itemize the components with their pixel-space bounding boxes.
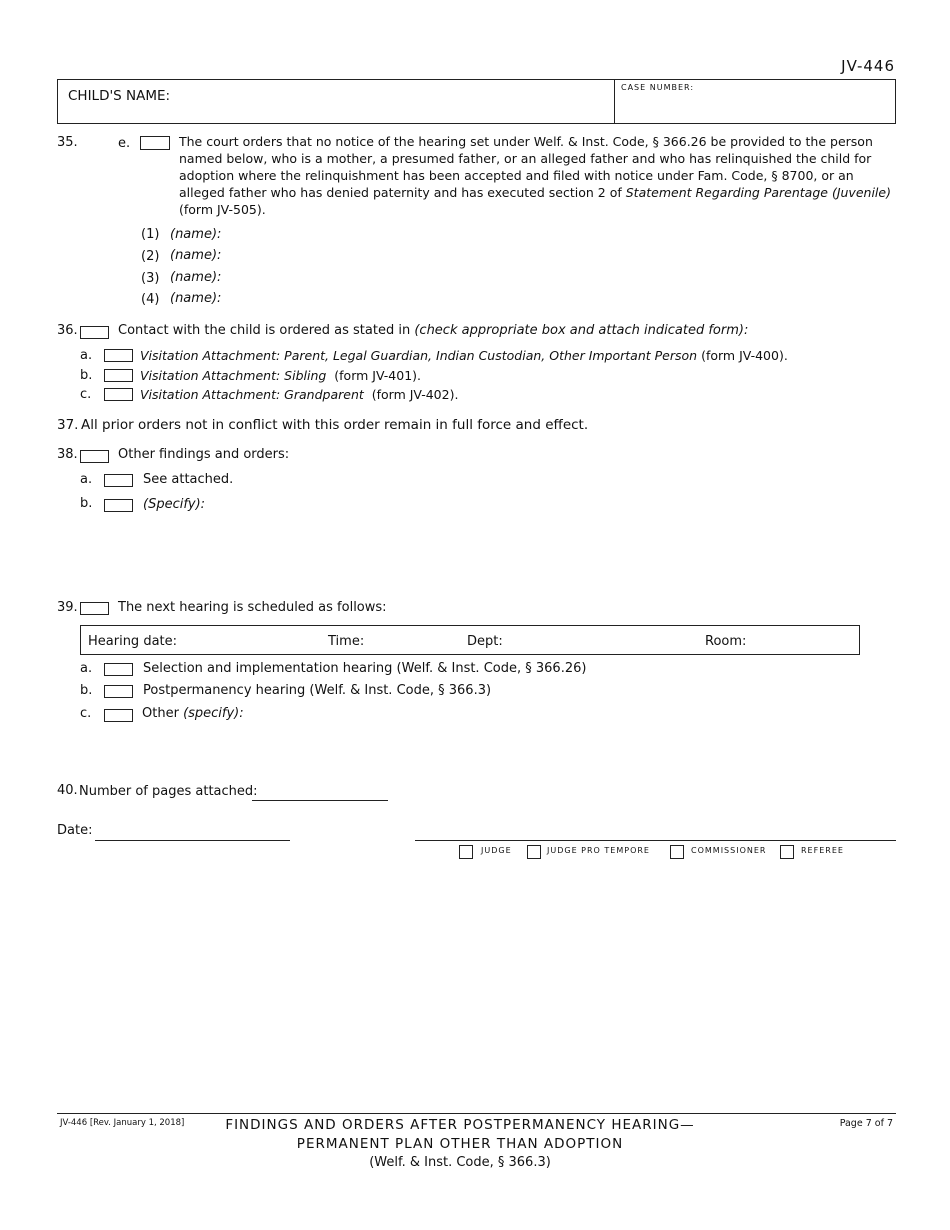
item37-number: 37. bbox=[57, 417, 79, 433]
referee-checkbox[interactable] bbox=[780, 845, 794, 859]
item39c-specify: (specify): bbox=[183, 706, 244, 721]
case-number-label: CASE NUMBER: bbox=[621, 83, 695, 92]
judge-checkbox[interactable] bbox=[459, 845, 473, 859]
item35e-checkbox[interactable] bbox=[140, 136, 170, 150]
item36c-title: Visitation Attachment: Grandparent bbox=[140, 387, 364, 402]
name-label-4: (name): bbox=[170, 291, 222, 306]
item40-text: Number of pages attached: bbox=[79, 784, 258, 799]
item38a-checkbox[interactable] bbox=[104, 474, 133, 487]
item39a-letter: a. bbox=[80, 661, 93, 676]
item39b-checkbox[interactable] bbox=[104, 685, 133, 698]
referee-label: REFEREE bbox=[801, 846, 844, 855]
item35-text-after: (form JV-505). bbox=[179, 202, 266, 217]
item35-form-title: Statement Regarding Parentage (Juvenile) bbox=[625, 185, 891, 200]
item36a-text bbox=[140, 348, 788, 363]
item36b-letter: b. bbox=[80, 368, 93, 383]
footer-citation: (Welf. & Inst. Code, § 366.3) bbox=[369, 1155, 551, 1170]
item38b-text: (Specify): bbox=[143, 497, 206, 512]
name-label-2: (name): bbox=[170, 248, 222, 263]
item39-number: 39. bbox=[57, 600, 78, 615]
item36b-checkbox[interactable] bbox=[104, 369, 133, 382]
item36a-letter: a. bbox=[80, 348, 93, 363]
item35-letter: e. bbox=[118, 136, 131, 151]
item36b-form: (form JV-401). bbox=[334, 368, 421, 383]
item35-number: 35. bbox=[57, 135, 78, 150]
item36a-title: Visitation Attachment: Parent, Legal Guardian, Indian Custodian, Other Important Person bbox=[140, 348, 698, 363]
item39a-text: Selection and implementation hearing (Welf. & Inst. Code, § 366.26) bbox=[143, 661, 587, 676]
item39c-text bbox=[142, 706, 244, 721]
item36-instruction: (check appropriate box and attach indicated form): bbox=[414, 323, 749, 338]
item39b-letter: b. bbox=[80, 683, 93, 698]
item39c-other: Other bbox=[142, 706, 179, 721]
item38a-letter: a. bbox=[80, 472, 93, 487]
item38-text: Other findings and orders: bbox=[118, 447, 290, 462]
footer-page: Page 7 of 7 bbox=[839, 1118, 893, 1129]
item36c-text bbox=[140, 387, 458, 402]
item40-number: 40. bbox=[57, 783, 78, 798]
footer-title-line1: FINDINGS AND ORDERS AFTER POSTPERMANENCY HEARING— bbox=[225, 1117, 695, 1133]
name-num-4: (4) bbox=[141, 292, 160, 307]
item39c-checkbox[interactable] bbox=[104, 709, 133, 722]
judge-label: JUDGE bbox=[481, 846, 512, 855]
item39c-letter: c. bbox=[80, 706, 92, 721]
item36c-letter: c. bbox=[80, 387, 92, 402]
item38-number: 38. bbox=[57, 447, 78, 462]
childs-name-label: CHILD'S NAME: bbox=[68, 88, 171, 104]
item35-text-before: The court orders that no notice of the hearing set under Welf. & Inst. Code, § 366.26 be provided to the person named below, who is a mother, a presumed father, or an alleged father and who has relinquished the child for adoption where the relinquishment has been accepted and filed with notice under Fam. Code, § 8700, or an alleged father who has denied paternity and has executed section 2 of bbox=[179, 134, 873, 200]
item39a-checkbox[interactable] bbox=[104, 663, 133, 676]
item36c-form: (form JV-402). bbox=[371, 387, 459, 402]
name-label-3: (name): bbox=[170, 270, 222, 285]
item38a-text: See attached. bbox=[143, 472, 234, 487]
date-line[interactable] bbox=[95, 840, 290, 841]
item36b-text bbox=[140, 368, 421, 383]
header-divider bbox=[614, 79, 615, 124]
item36a-checkbox[interactable] bbox=[104, 349, 133, 362]
item39-text: The next hearing is scheduled as follows: bbox=[118, 600, 387, 615]
hearing-date-label: Hearing date: bbox=[88, 634, 178, 649]
item38b-letter: b. bbox=[80, 496, 93, 511]
commissioner-label: COMMISSIONER bbox=[691, 846, 767, 855]
commissioner-checkbox[interactable] bbox=[670, 845, 684, 859]
item36a-form: (form JV-400). bbox=[701, 348, 788, 363]
signature-line[interactable] bbox=[415, 840, 896, 841]
item39b-text: Postpermanency hearing (Welf. & Inst. Code, § 366.3) bbox=[143, 683, 492, 698]
item36-lead: Contact with the child is ordered as stated in bbox=[118, 323, 411, 338]
item36b-title: Visitation Attachment: Sibling bbox=[140, 368, 327, 383]
item37-text: All prior orders not in conflict with this order remain in full force and effect. bbox=[81, 417, 589, 433]
item36-text bbox=[118, 323, 748, 338]
item36-checkbox[interactable] bbox=[80, 326, 109, 339]
judge-pro-tem-label: JUDGE PRO TEMPORE bbox=[547, 846, 650, 855]
item38b-checkbox[interactable] bbox=[104, 499, 133, 512]
room-label: Room: bbox=[705, 634, 747, 649]
form-id: JV-446 bbox=[841, 57, 895, 75]
item36-number: 36. bbox=[57, 323, 78, 338]
footer-title-line2: PERMANENT PLAN OTHER THAN ADOPTION bbox=[296, 1136, 624, 1152]
time-label: Time: bbox=[328, 634, 365, 649]
name-num-1: (1) bbox=[141, 227, 160, 242]
item38-checkbox[interactable] bbox=[80, 450, 109, 463]
header-box bbox=[57, 79, 896, 124]
footer-rule bbox=[57, 1113, 896, 1114]
date-label: Date: bbox=[57, 823, 93, 838]
footer-rev: JV-446 [Rev. January 1, 2018] bbox=[60, 1118, 185, 1128]
judge-pro-tem-checkbox[interactable] bbox=[527, 845, 541, 859]
item36c-checkbox[interactable] bbox=[104, 388, 133, 401]
pages-attached-line[interactable] bbox=[252, 800, 388, 801]
item39-checkbox[interactable] bbox=[80, 602, 109, 615]
name-num-3: (3) bbox=[141, 271, 160, 286]
name-num-2: (2) bbox=[141, 249, 160, 264]
name-label-1: (name): bbox=[170, 227, 222, 242]
dept-label: Dept: bbox=[467, 634, 503, 649]
item35-text bbox=[179, 133, 899, 218]
